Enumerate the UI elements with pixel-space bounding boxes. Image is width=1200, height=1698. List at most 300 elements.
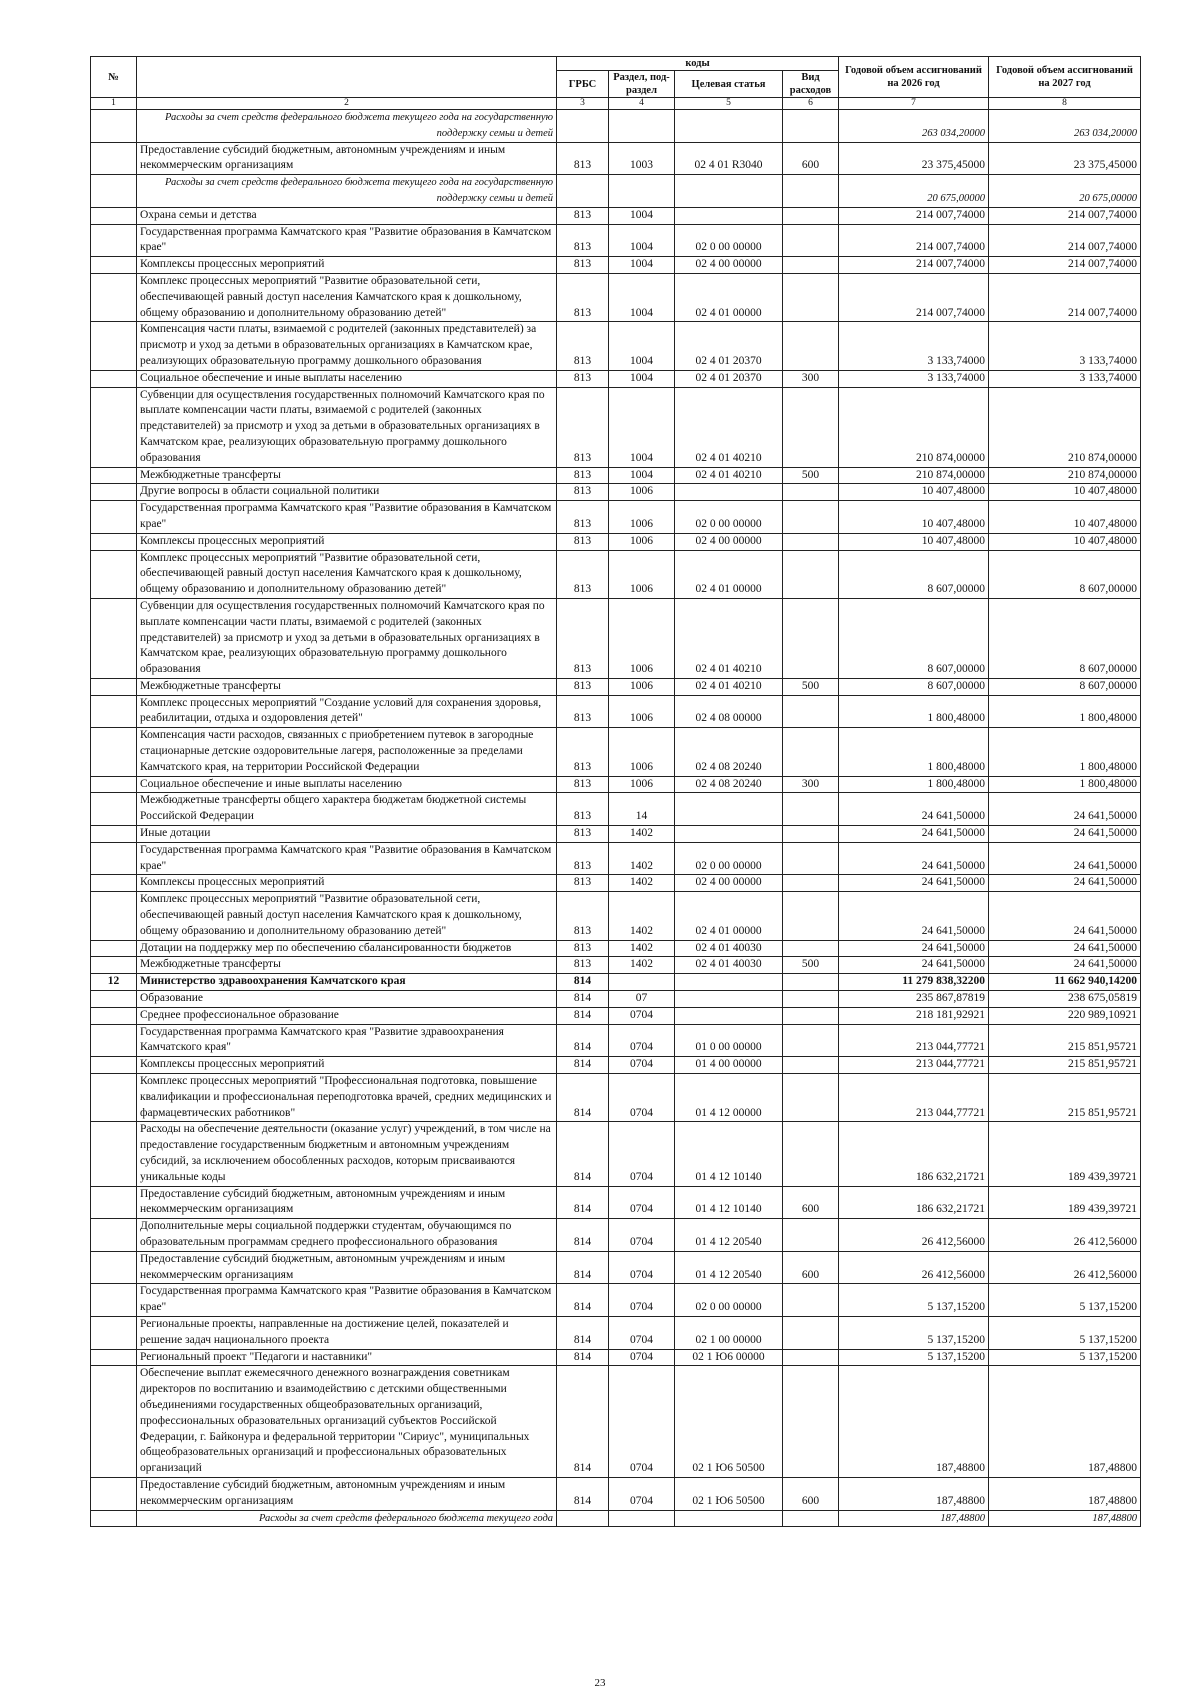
row-section: 1402 — [609, 957, 675, 974]
budget-table-sheet — [90, 56, 1140, 1527]
row-number — [91, 1349, 137, 1366]
row-amount-2027: 189 439,39721 — [989, 1122, 1141, 1186]
row-exp-type — [783, 322, 839, 370]
row-section — [609, 1510, 675, 1527]
row-number — [91, 1284, 137, 1317]
row-amount-2026: 213 044,77721 — [839, 1074, 989, 1122]
row-amount-2027: 26 412,56000 — [989, 1219, 1141, 1252]
row-amount-2026: 186 632,21721 — [839, 1122, 989, 1186]
row-amount-2027: 1 800,48000 — [989, 695, 1141, 728]
row-exp-type — [783, 110, 839, 143]
row-grbs: 814 — [557, 991, 609, 1008]
table-row — [91, 1366, 1141, 1478]
row-amount-2026: 213 044,77721 — [839, 1024, 989, 1057]
row-number — [91, 110, 137, 143]
row-target: 02 4 00 00000 — [675, 875, 783, 892]
row-name: Комплекс процессных мероприятий "Развитие образовательной сети, обеспечивающей равный доступ населения Камчатского края к дошкольному, общему образованию и дополнительному образованию детей" — [137, 550, 557, 598]
row-amount-2027: 24 641,50000 — [989, 793, 1141, 826]
row-amount-2027: 210 874,00000 — [989, 387, 1141, 467]
row-amount-2026: 1 800,48000 — [839, 728, 989, 776]
row-number — [91, 875, 137, 892]
row-name: Межбюджетные трансферты — [137, 957, 557, 974]
row-number — [91, 467, 137, 484]
row-amount-2027: 263 034,20000 — [989, 110, 1141, 143]
row-target: 02 4 01 00000 — [675, 550, 783, 598]
row-name: Комплекс процессных мероприятий "Развитие образовательной сети, обеспечивающей равный доступ населения Камчатского края к дошкольному, общему образованию и дополнительному образованию детей" — [137, 273, 557, 321]
row-number — [91, 1024, 137, 1057]
row-section: 1006 — [609, 598, 675, 678]
row-amount-2026: 5 137,15200 — [839, 1316, 989, 1349]
row-number — [91, 892, 137, 940]
row-exp-type — [783, 1316, 839, 1349]
row-amount-2026: 24 641,50000 — [839, 957, 989, 974]
row-exp-type — [783, 991, 839, 1008]
row-name: Компенсация части расходов, связанных с приобретением путевок в загородные стационарные детские оздоровительные лагеря, расположенные за пределами Камчатского края, на территории Российской Федерации — [137, 728, 557, 776]
row-number — [91, 1316, 137, 1349]
header-section: Раздел, под-раздел — [609, 71, 675, 98]
row-amount-2026: 218 181,92921 — [839, 1007, 989, 1024]
row-amount-2026: 214 007,74000 — [839, 257, 989, 274]
row-amount-2026: 24 641,50000 — [839, 842, 989, 875]
row-section: 1006 — [609, 678, 675, 695]
row-exp-type: 600 — [783, 1477, 839, 1510]
table-header — [91, 57, 1141, 110]
row-name: Предоставление субсидий бюджетным, автономным учреждениям и иным некоммерческим организациям — [137, 1477, 557, 1510]
row-section: 1004 — [609, 387, 675, 467]
row-amount-2026: 20 675,00000 — [839, 175, 989, 208]
row-target: 01 4 12 10140 — [675, 1186, 783, 1219]
row-target: 02 4 01 40030 — [675, 940, 783, 957]
row-target: 02 4 01 R3040 — [675, 142, 783, 175]
row-grbs: 813 — [557, 370, 609, 387]
row-name: Региональные проекты, направленные на достижение целей, показателей и решение задач национального проекта — [137, 1316, 557, 1349]
row-section: 1006 — [609, 501, 675, 534]
row-amount-2027: 24 641,50000 — [989, 842, 1141, 875]
row-target: 02 4 08 20240 — [675, 728, 783, 776]
row-exp-type — [783, 501, 839, 534]
table-row — [91, 467, 1141, 484]
row-amount-2026: 23 375,45000 — [839, 142, 989, 175]
row-section: 0704 — [609, 1186, 675, 1219]
row-section — [609, 974, 675, 991]
row-exp-type — [783, 598, 839, 678]
row-number — [91, 1510, 137, 1527]
row-amount-2026: 213 044,77721 — [839, 1057, 989, 1074]
row-grbs: 814 — [557, 1007, 609, 1024]
row-number — [91, 991, 137, 1008]
header-exp-type: Вид расходов — [783, 71, 839, 98]
row-target: 02 4 01 20370 — [675, 322, 783, 370]
row-section: 0704 — [609, 1219, 675, 1252]
row-amount-2027: 214 007,74000 — [989, 207, 1141, 224]
row-amount-2026: 210 874,00000 — [839, 387, 989, 467]
row-grbs: 813 — [557, 728, 609, 776]
row-number — [91, 842, 137, 875]
row-target — [675, 110, 783, 143]
table-row — [91, 322, 1141, 370]
row-exp-type — [783, 875, 839, 892]
row-amount-2026: 26 412,56000 — [839, 1219, 989, 1252]
budget-table — [90, 56, 1141, 1527]
row-name: Расходы на обеспечение деятельности (оказание услуг) учреждений, в том числе на предоставление государственным бюджетным и автономным учреждениям субсидий, за исключением обособленных расходов, которым присваиваются уникальные коды — [137, 1122, 557, 1186]
row-number — [91, 678, 137, 695]
row-amount-2026: 10 407,48000 — [839, 533, 989, 550]
row-target: 02 0 00 00000 — [675, 842, 783, 875]
row-amount-2027: 5 137,15200 — [989, 1349, 1141, 1366]
row-amount-2027: 8 607,00000 — [989, 550, 1141, 598]
row-name: Межбюджетные трансферты общего характера бюджетам бюджетной системы Российской Федерации — [137, 793, 557, 826]
row-grbs: 813 — [557, 387, 609, 467]
row-target: 02 4 08 20240 — [675, 776, 783, 793]
row-amount-2026: 10 407,48000 — [839, 501, 989, 534]
row-target — [675, 1510, 783, 1527]
row-name: Межбюджетные трансферты — [137, 678, 557, 695]
row-grbs: 813 — [557, 678, 609, 695]
row-amount-2027: 1 800,48000 — [989, 728, 1141, 776]
row-target: 02 4 01 40210 — [675, 387, 783, 467]
row-amount-2026: 8 607,00000 — [839, 598, 989, 678]
row-amount-2026: 24 641,50000 — [839, 793, 989, 826]
row-grbs: 814 — [557, 1186, 609, 1219]
row-number — [91, 501, 137, 534]
row-name: Расходы за счет средств федерального бюджета текущего года на государственную поддержку семьи и детей — [137, 175, 557, 208]
header-2027: Годовой объем ассигнований на 2027 год — [989, 57, 1141, 98]
table-row — [91, 207, 1141, 224]
row-number — [91, 1057, 137, 1074]
row-amount-2027: 5 137,15200 — [989, 1316, 1141, 1349]
row-amount-2027: 10 407,48000 — [989, 501, 1141, 534]
row-section: 1004 — [609, 370, 675, 387]
row-grbs: 813 — [557, 842, 609, 875]
row-section: 1402 — [609, 875, 675, 892]
col-number: 4 — [609, 98, 675, 110]
row-number — [91, 550, 137, 598]
table-row — [91, 1349, 1141, 1366]
table-row — [91, 598, 1141, 678]
row-amount-2027: 187,48800 — [989, 1366, 1141, 1478]
row-target — [675, 175, 783, 208]
row-name: Образование — [137, 991, 557, 1008]
row-target: 02 4 08 00000 — [675, 695, 783, 728]
row-grbs: 813 — [557, 695, 609, 728]
row-section: 14 — [609, 793, 675, 826]
table-row — [91, 1186, 1141, 1219]
row-amount-2026: 187,48800 — [839, 1366, 989, 1478]
header-name — [137, 57, 557, 98]
row-name: Предоставление субсидий бюджетным, автономным учреждениям и иным некоммерческим организациям — [137, 1251, 557, 1284]
row-exp-type: 600 — [783, 1251, 839, 1284]
row-section: 0704 — [609, 1007, 675, 1024]
row-name: Государственная программа Камчатского края "Развитие образования в Камчатском крае" — [137, 842, 557, 875]
table-row — [91, 533, 1141, 550]
row-name: Комплекс процессных мероприятий "Развитие образовательной сети, обеспечивающей равный доступ населения Камчатского края к дошкольному, общему образованию и дополнительному образованию детей" — [137, 892, 557, 940]
row-target: 02 4 01 20370 — [675, 370, 783, 387]
row-number — [91, 207, 137, 224]
row-section: 1004 — [609, 322, 675, 370]
row-amount-2027: 26 412,56000 — [989, 1251, 1141, 1284]
page-number: 23 — [594, 1677, 606, 1689]
row-grbs: 813 — [557, 484, 609, 501]
row-amount-2027: 10 407,48000 — [989, 484, 1141, 501]
row-exp-type — [783, 1366, 839, 1478]
row-name: Комплексы процессных мероприятий — [137, 533, 557, 550]
row-amount-2026: 235 867,87819 — [839, 991, 989, 1008]
row-target: 02 0 00 00000 — [675, 1284, 783, 1317]
row-exp-type — [783, 1007, 839, 1024]
row-amount-2027: 210 874,00000 — [989, 467, 1141, 484]
row-grbs: 813 — [557, 224, 609, 257]
col-number: 5 — [675, 98, 783, 110]
table-row — [91, 1251, 1141, 1284]
row-grbs: 814 — [557, 1122, 609, 1186]
table-body — [91, 110, 1141, 1527]
table-row — [91, 1122, 1141, 1186]
table-row — [91, 957, 1141, 974]
row-number — [91, 695, 137, 728]
row-name: Государственная программа Камчатского края "Развитие здравоохранения Камчатского края" — [137, 1024, 557, 1057]
row-amount-2027: 8 607,00000 — [989, 678, 1141, 695]
table-row — [91, 484, 1141, 501]
row-section: 1004 — [609, 207, 675, 224]
row-target — [675, 991, 783, 1008]
row-exp-type — [783, 974, 839, 991]
table-row — [91, 678, 1141, 695]
row-name: Комплекс процессных мероприятий "Создание условий для сохранения здоровья, реабилитации, отдыха и оздоровления детей" — [137, 695, 557, 728]
row-grbs: 814 — [557, 1219, 609, 1252]
table-row — [91, 842, 1141, 875]
row-target: 02 4 00 00000 — [675, 533, 783, 550]
row-grbs — [557, 175, 609, 208]
row-number — [91, 175, 137, 208]
row-target: 01 4 12 20540 — [675, 1251, 783, 1284]
row-section: 0704 — [609, 1477, 675, 1510]
table-row — [91, 1510, 1141, 1527]
row-target — [675, 1007, 783, 1024]
row-amount-2026: 26 412,56000 — [839, 1251, 989, 1284]
row-target: 01 0 00 00000 — [675, 1024, 783, 1057]
row-name: Другие вопросы в области социальной политики — [137, 484, 557, 501]
row-name: Министерство здравоохранения Камчатского края — [137, 974, 557, 991]
row-number — [91, 484, 137, 501]
row-target: 02 4 00 00000 — [675, 257, 783, 274]
row-grbs: 814 — [557, 1316, 609, 1349]
row-amount-2027: 5 137,15200 — [989, 1284, 1141, 1317]
row-number — [91, 957, 137, 974]
row-number — [91, 1074, 137, 1122]
row-amount-2026: 214 007,74000 — [839, 224, 989, 257]
row-number — [91, 940, 137, 957]
row-section: 0704 — [609, 1366, 675, 1478]
row-amount-2027: 215 851,95721 — [989, 1057, 1141, 1074]
row-exp-type — [783, 1510, 839, 1527]
row-target: 01 4 12 10140 — [675, 1122, 783, 1186]
row-exp-type — [783, 533, 839, 550]
row-exp-type — [783, 1349, 839, 1366]
row-number — [91, 370, 137, 387]
row-amount-2026: 214 007,74000 — [839, 273, 989, 321]
row-name: Субвенции для осуществления государственных полномочий Камчатского края по выплате компенсации части платы, взимаемой с родителей (законных представителей) за присмотр и уход за детьми в образовательных организациях в Камчатском крае, реализующих образовательную программу дошкольного образования — [137, 598, 557, 678]
table-row — [91, 875, 1141, 892]
table-row — [91, 793, 1141, 826]
row-name: Субвенции для осуществления государственных полномочий Камчатского края по выплате компенсации части платы, взимаемой с родителей (законных представителей) за присмотр и уход за детьми в образовательных организациях в Камчатском крае, реализующих образовательную программу дошкольного образования — [137, 387, 557, 467]
row-grbs: 813 — [557, 957, 609, 974]
row-name: Иные дотации — [137, 826, 557, 843]
row-amount-2027: 24 641,50000 — [989, 957, 1141, 974]
row-target — [675, 207, 783, 224]
row-grbs: 813 — [557, 207, 609, 224]
row-grbs — [557, 110, 609, 143]
row-target: 02 0 00 00000 — [675, 501, 783, 534]
row-amount-2026: 210 874,00000 — [839, 467, 989, 484]
row-amount-2026: 263 034,20000 — [839, 110, 989, 143]
table-row — [91, 110, 1141, 143]
row-grbs: 814 — [557, 1477, 609, 1510]
row-amount-2026: 187,48800 — [839, 1510, 989, 1527]
row-exp-type — [783, 1074, 839, 1122]
table-row — [91, 1316, 1141, 1349]
row-grbs: 813 — [557, 257, 609, 274]
row-grbs: 814 — [557, 1284, 609, 1317]
table-row — [91, 1057, 1141, 1074]
row-target: 02 4 01 00000 — [675, 892, 783, 940]
row-number — [91, 776, 137, 793]
row-section: 1004 — [609, 467, 675, 484]
row-grbs: 813 — [557, 776, 609, 793]
row-amount-2026: 10 407,48000 — [839, 484, 989, 501]
row-number — [91, 224, 137, 257]
row-section: 0704 — [609, 1349, 675, 1366]
row-exp-type — [783, 1284, 839, 1317]
col-number: 6 — [783, 98, 839, 110]
header-codes: коды — [557, 57, 839, 71]
row-section — [609, 175, 675, 208]
row-amount-2027: 187,48800 — [989, 1510, 1141, 1527]
row-number — [91, 322, 137, 370]
row-amount-2027: 3 133,74000 — [989, 370, 1141, 387]
row-target: 02 4 01 40210 — [675, 598, 783, 678]
table-row — [91, 991, 1141, 1008]
row-number — [91, 142, 137, 175]
row-number — [91, 1477, 137, 1510]
table-row — [91, 826, 1141, 843]
row-section: 0704 — [609, 1284, 675, 1317]
row-exp-type — [783, 257, 839, 274]
row-amount-2026: 5 137,15200 — [839, 1349, 989, 1366]
row-exp-type — [783, 207, 839, 224]
row-grbs: 814 — [557, 1366, 609, 1478]
row-name: Дополнительные меры социальной поддержки студентам, обучающимся по образовательным программам среднего профессионального образования — [137, 1219, 557, 1252]
header-grbs: ГРБС — [557, 71, 609, 98]
row-name: Предоставление субсидий бюджетным, автономным учреждениям и иным некоммерческим организациям — [137, 142, 557, 175]
row-target: 02 4 01 00000 — [675, 273, 783, 321]
row-exp-type — [783, 892, 839, 940]
table-row — [91, 387, 1141, 467]
row-target: 02 1 00 00000 — [675, 1316, 783, 1349]
row-amount-2027: 24 641,50000 — [989, 875, 1141, 892]
row-amount-2026: 5 137,15200 — [839, 1284, 989, 1317]
row-exp-type: 300 — [783, 776, 839, 793]
row-amount-2026: 3 133,74000 — [839, 370, 989, 387]
table-row — [91, 257, 1141, 274]
row-exp-type — [783, 842, 839, 875]
row-amount-2026: 187,48800 — [839, 1477, 989, 1510]
row-section: 1006 — [609, 484, 675, 501]
row-name: Комплекс процессных мероприятий "Профессиональная подготовка, повышение квалификации и профессиональная переподготовка врачей, средних медицинских и фармацевтических работников" — [137, 1074, 557, 1122]
row-name: Государственная программа Камчатского края "Развитие образования в Камчатском крае" — [137, 1284, 557, 1317]
row-exp-type — [783, 550, 839, 598]
row-amount-2026: 1 800,48000 — [839, 776, 989, 793]
row-number — [91, 1251, 137, 1284]
row-target — [675, 793, 783, 826]
row-amount-2027: 24 641,50000 — [989, 826, 1141, 843]
row-amount-2026: 24 641,50000 — [839, 892, 989, 940]
row-section: 1006 — [609, 728, 675, 776]
row-exp-type — [783, 273, 839, 321]
table-row — [91, 273, 1141, 321]
row-section: 1004 — [609, 224, 675, 257]
header-target: Целевая статья — [675, 71, 783, 98]
row-number — [91, 826, 137, 843]
row-grbs: 813 — [557, 501, 609, 534]
row-amount-2026: 24 641,50000 — [839, 875, 989, 892]
row-exp-type: 500 — [783, 467, 839, 484]
row-exp-type: 500 — [783, 678, 839, 695]
table-row — [91, 1477, 1141, 1510]
row-section: 1402 — [609, 892, 675, 940]
row-section: 0704 — [609, 1122, 675, 1186]
row-section: 0704 — [609, 1074, 675, 1122]
row-exp-type: 300 — [783, 370, 839, 387]
row-target: 02 0 00 00000 — [675, 224, 783, 257]
row-name: Межбюджетные трансферты — [137, 467, 557, 484]
row-name: Охрана семьи и детства — [137, 207, 557, 224]
row-grbs: 814 — [557, 974, 609, 991]
table-row — [91, 1219, 1141, 1252]
header-2026: Годовой объем ассигнований на 2026 год — [839, 57, 989, 98]
row-grbs: 813 — [557, 826, 609, 843]
row-section: 1006 — [609, 533, 675, 550]
row-number — [91, 1007, 137, 1024]
table-row — [91, 1284, 1141, 1317]
row-exp-type — [783, 695, 839, 728]
row-name: Компенсация части платы, взимаемой с родителей (законных представителей) за присмотр и уход за детьми в образовательных организациях в Камчатском крае, реализующих образовательную программу дошкольного образования — [137, 322, 557, 370]
row-grbs: 813 — [557, 533, 609, 550]
row-name: Комплексы процессных мероприятий — [137, 875, 557, 892]
row-section: 1006 — [609, 776, 675, 793]
table-row — [91, 370, 1141, 387]
row-grbs: 813 — [557, 598, 609, 678]
col-number: 2 — [137, 98, 557, 110]
table-row — [91, 550, 1141, 598]
row-exp-type — [783, 1057, 839, 1074]
row-number — [91, 1186, 137, 1219]
row-target: 02 4 01 40210 — [675, 467, 783, 484]
table-row — [91, 776, 1141, 793]
table-row — [91, 1074, 1141, 1122]
row-section: 1402 — [609, 842, 675, 875]
row-target: 02 1 Ю6 00000 — [675, 1349, 783, 1366]
row-amount-2027: 20 675,00000 — [989, 175, 1141, 208]
table-row — [91, 142, 1141, 175]
table-row — [91, 1024, 1141, 1057]
table-row — [91, 695, 1141, 728]
row-amount-2027: 11 662 940,14200 — [989, 974, 1141, 991]
row-grbs — [557, 1510, 609, 1527]
row-grbs: 814 — [557, 1024, 609, 1057]
row-amount-2027: 24 641,50000 — [989, 940, 1141, 957]
row-amount-2027: 8 607,00000 — [989, 598, 1141, 678]
row-number: 12 — [91, 974, 137, 991]
